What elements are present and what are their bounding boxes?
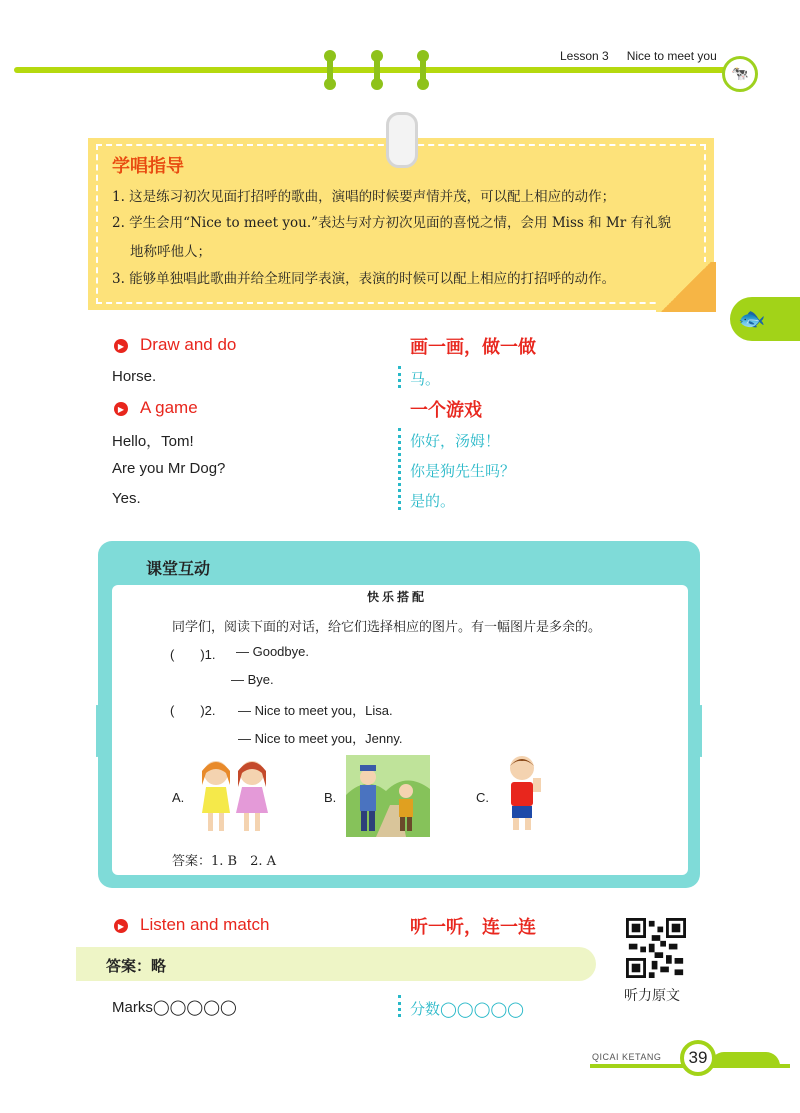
section-bullet-icon: ▶ <box>114 919 128 933</box>
lesson-heading <box>560 49 735 63</box>
section-bullet-icon: ▶ <box>114 339 128 353</box>
divider-dots <box>398 428 401 510</box>
qr-code-icon[interactable] <box>626 918 686 978</box>
police-and-boy-illustration <box>346 755 430 837</box>
page-number: 39 <box>680 1040 716 1076</box>
note-line: 地称呼他人； <box>130 244 211 260</box>
paper-clip-icon <box>386 112 418 168</box>
binder-ring <box>327 52 333 88</box>
game-line-cn: 是的。 <box>410 492 456 510</box>
game-line-cn: 你是狗先生吗？ <box>410 462 516 480</box>
draw-line-en: Horse. <box>112 368 157 385</box>
binder-ring <box>374 52 380 88</box>
draw-title-cn: 画一画，做一做 <box>410 337 536 358</box>
boy-thumbs-up-illustration <box>500 752 550 838</box>
qr-label: 听力原文 <box>624 988 680 1004</box>
picture-a-label: A. <box>172 790 185 805</box>
game-title-cn: 一个游戏 <box>410 400 482 421</box>
binder-ring <box>420 52 426 88</box>
lesson-title: Nice to meet you <box>626 49 717 63</box>
marks-cn: 分数◯◯◯◯◯ <box>410 1000 524 1018</box>
game-line-en: Are you Mr Dog? <box>112 460 226 477</box>
activity-subtitle: 快乐搭配 <box>367 590 428 604</box>
activity-instruction: 同学们，阅读下面的对话，给它们选择相应的图片。有一幅图片是多余的。 <box>172 620 602 635</box>
two-girls-illustration <box>192 755 276 837</box>
listen-title-cn: 听一听，连一连 <box>410 917 536 938</box>
question-1-label: ( )1. <box>170 647 216 662</box>
picture-c-label: C. <box>476 790 489 805</box>
header-mascot-icon: 🐄 <box>722 56 758 92</box>
footer-wave <box>710 1052 780 1066</box>
question-2-line-a: — Nice to meet you，Lisa. <box>238 703 393 718</box>
divider-dots <box>398 366 401 388</box>
note-title: 学唱指导 <box>112 156 184 177</box>
draw-line-cn: 马。 <box>410 370 441 388</box>
game-line-en: Yes. <box>112 490 141 507</box>
listen-title-en: Listen and match <box>140 915 270 934</box>
note-line: 2. 学生会用“Nice to meet you.”表达与对方初次见面的喜悦之情，会用 Miss 和 Mr 有礼貌 <box>112 215 671 231</box>
draw-title-en: Draw and do <box>140 335 237 354</box>
note-line: 3. 能够单独唱此歌曲并给全班同学表演，表演的时候可以配上相应的打招呼的动作。 <box>112 271 616 287</box>
fish-tab-icon: 🐟 <box>730 297 800 341</box>
question-1-line-b: — Bye. <box>231 672 274 687</box>
listen-answer: 答案：略 <box>106 957 167 975</box>
question-2-label: ( )2. <box>170 703 216 718</box>
game-line-en: Hello，Tom! <box>112 433 194 450</box>
question-2-line-b: — Nice to meet you，Jenny. <box>238 731 403 746</box>
picture-b-label: B. <box>324 790 337 805</box>
section-bullet-icon: ▶ <box>114 402 128 416</box>
note-line: 1. 这是练习初次见面打招呼的歌曲，演唱的时候要声情并茂，可以配上相应的动作； <box>112 189 616 205</box>
activity-answer: 答案：1. B 2. A <box>172 854 277 869</box>
game-title-en: A game <box>140 398 198 417</box>
question-1-line-a: — Goodbye. <box>236 644 309 659</box>
lesson-number: Lesson 3 <box>560 49 609 63</box>
footer-brand: QICAI KETANG <box>592 1052 665 1062</box>
game-line-cn: 你好，汤姆！ <box>410 432 501 450</box>
divider-dots <box>398 995 401 1017</box>
marks-en: Marks◯◯◯◯◯ <box>112 999 237 1016</box>
activity-title: 课堂互动 <box>146 559 211 578</box>
